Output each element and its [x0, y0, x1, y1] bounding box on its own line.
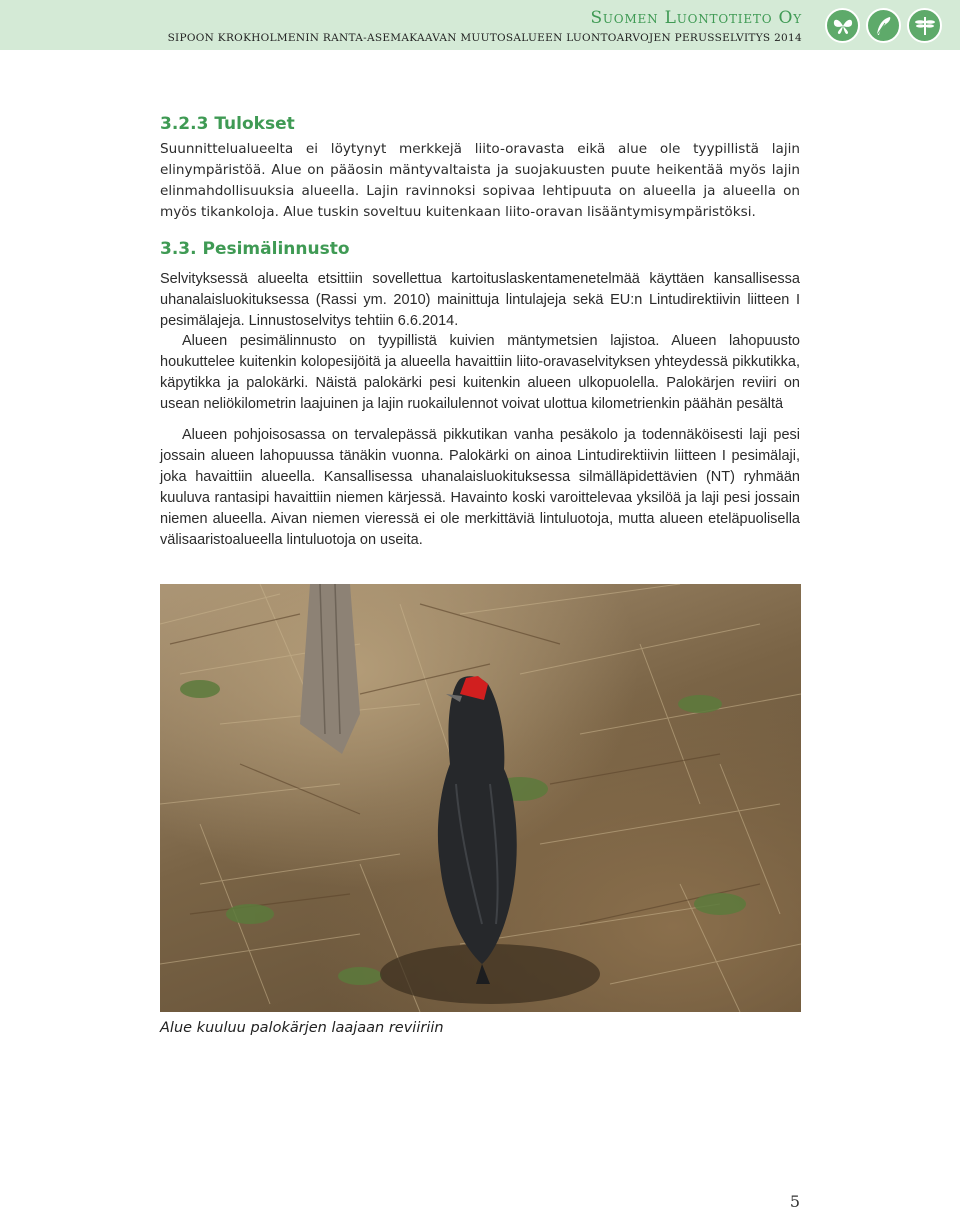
paragraph-pesimalinnusto-1: Selvityksessä alueelta etsittiin sovellettua kartoituslaskentamenetelmää käyttäen kansallisessa uhanalaisluokituksessa (Rassi ym. 2010) mainittuja lintulajeja sekä EU:n Lintudirektiivin liitteen I pesimälajeja. Linnustoselvitys tehtiin 6.6.2014.	[160, 271, 800, 329]
butterfly-icon	[825, 8, 860, 43]
company-name: Suomen Luontotieto Oy	[590, 8, 802, 28]
photo-caption: Alue kuuluu palokärjen laajaan reviiriin	[160, 1020, 444, 1036]
feather-icon	[866, 8, 901, 43]
page-number: 5	[789, 1192, 800, 1211]
report-title: SIPOON KROKHOLMENIN RANTA-ASEMAKAAVAN MUUTOSALUEEN LUONTOARVOJEN PERUSSELVITYS 2014	[167, 32, 802, 44]
section-heading-pesimalinnusto: 3.3. Pesimälinnusto	[160, 239, 350, 259]
woodpecker-photo	[160, 584, 801, 1012]
page-header	[0, 0, 960, 50]
header-icons	[825, 8, 942, 43]
paragraph-pesimalinnusto-2: Alueen pesimälinnusto on tyypillistä kuivien mäntymetsien lajistoa. Alueen lahopuusto houkuttelee kuitenkin kolopesijöitä ja alueella havaittiin liito-oravaselvityksen yhteydessä pikkutikka, käpytikka ja palokärki. Näistä palokärki pesi kuitenkin alueen ulkopuolella. Palokärjen reviiri on usean neliökilometrin laajuinen ja lajin ruokailulennot voivat ulottua kilometrienkin päähän pesältä	[160, 333, 800, 412]
paragraph-pesimalinnusto-3: Alueen pohjoisosassa on tervalepässä pikkutikan vanha pesäkolo ja todennäköisesti laji pesi jossain alueen lahopuussa tänäkin vuonna. Palokärki on ainoa Lintudirektiivin liitteen I pesimälaji, joka havaittiin alueella. Kansallisessa uhanalaisluokituksessa silmälläpidettävien (NT) ryhmään kuuluva rantasipi havaittiin niemen kärjessä. Havainto koski varoittelevaa yksilöä ja laji pesi jossain niemen alueella. Aivan niemen vieressä ei ole merkittäviä lintuluotoja, mutta alueen eteläpuolisella välisaaristoalueella lintuluotoja on useita.	[160, 427, 800, 548]
dragonfly-icon	[907, 8, 942, 43]
woodpecker-photo-illustration	[160, 584, 801, 1012]
paragraph-tulokset: Suunnittelualueelta ei löytynyt merkkejä liito-oravasta eikä alue ole tyypillistä lajin elinympäristöä. Alue on pääosin mäntyvaltaista ja suojakuusten puute heikentää myös lajin elinmahdollisuuksia alueella. Lajin ravinnoksi sopivaa lehtipuuta on alueella ja alueella on myös tikankoloja. Alue tuskin soveltuu kuitenkaan liito-oravan lisääntymisympäristöksi.	[160, 141, 800, 220]
section-heading-tulokset: 3.2.3 Tulokset	[160, 114, 295, 134]
